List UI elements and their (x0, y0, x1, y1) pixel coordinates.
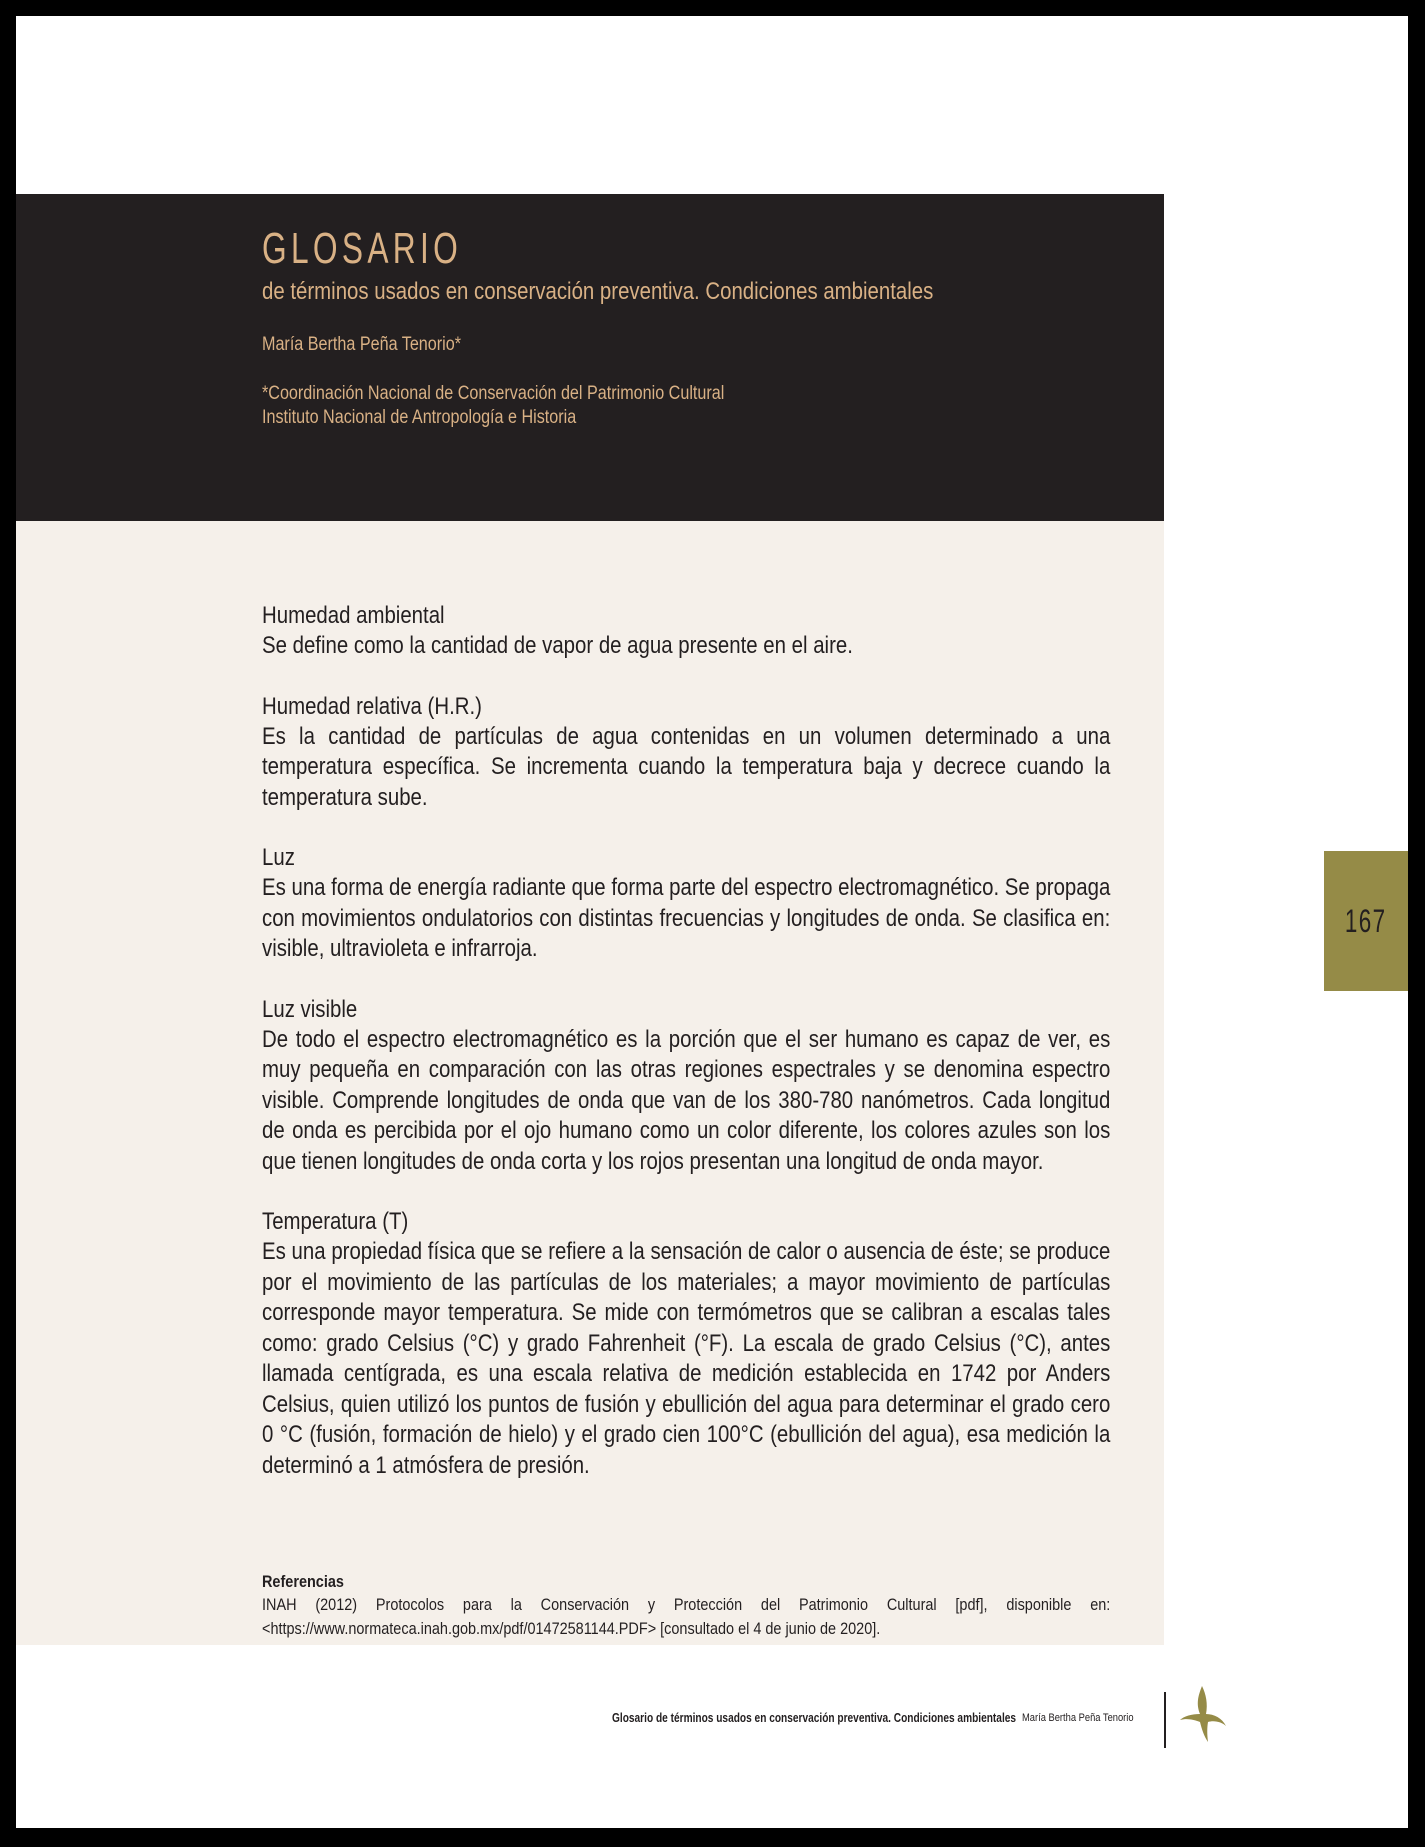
glossary-entries (262, 601, 1110, 1511)
affiliation-line-1: *Coordinación Nacional de Conservación del Patrimonio Cultural (262, 383, 725, 404)
glossary-definition: De todo el espectro electromagnético es la porción que el ser humano es capaz de ver, es muy pequeña en comparación con las otras regiones espectrales y se denomina espectro visible. Comprende longitudes de onda que van de los 380-780 nanómetros. Cada longitud de onda es percibida por el ojo humano como un color diferente, los colores azules son los que tienen longitudes de onda corta y los rojos presentan una longitud de onda mayor. (262, 1025, 1111, 1175)
page-title: GLOSARIO (262, 224, 463, 273)
glossary-definition: Es una propiedad física que se refiere a la sensación de calor o ausencia de éste; se produce por el movimiento de las partículas de los materiales; a mayor movimiento de partículas corresponde mayor temperatura. Se mide con termómetros que se calibran a escalas tales como: grado Celsius (°C) y grado Fahrenheit (°F). La escala de grado Celsius (°C), antes llamada centígrada, es una escala relativa de medición establecida en 1742 por Anders Celsius, quien utilizó los puntos de fusión y ebullición del agua para determinar el grado cero 0 °C (fusión, formación de hielo) y el grado cien 100°C (ebullición del agua), esa medición la determinó a 1 atmósfera de presión. (262, 1238, 1111, 1479)
footer-author: María Bertha Peña Tenorio (1022, 1712, 1134, 1724)
affiliation-line-2: Instituto Nacional de Antropología e Historia (262, 407, 577, 428)
glossary-definition: Se define como la cantidad de vapor de agua presente en el aire. (262, 632, 853, 659)
glossary-entry (262, 601, 1110, 662)
page-number-tab (1324, 851, 1408, 991)
glossary-term: Humedad ambiental (262, 602, 445, 629)
page-number: 167 (1345, 902, 1387, 939)
document-page (16, 16, 1408, 1828)
references-text: INAH (2012) Protocolos para la Conservación y Protección del Patrimonio Cultural [pdf], disponible en: <https://www.normateca.inah.gob.mx/pdf/01472581144.PDF> [consultado el 4 de junio de 2020]. (262, 1595, 1111, 1638)
author-affiliation (262, 382, 724, 430)
content-band (16, 521, 1164, 1645)
glossary-term: Temperatura (T) (262, 1208, 409, 1235)
glossary-entry (262, 692, 1110, 814)
glossary-definition: Es la cantidad de partículas de agua contenidas en un volumen determinado a una temperatura específica. Se incrementa cuando la temperatura baja y decrece cuando la temperatura sube. (262, 722, 1111, 811)
page-subtitle: de términos usados en conservación preventiva. Condiciones ambientales (262, 278, 934, 305)
glossary-entry (262, 995, 1110, 1178)
glossary-entry (262, 843, 1110, 965)
bird-logo-icon (1178, 1684, 1228, 1744)
glossary-term: Luz visible (262, 995, 358, 1023)
references-section (262, 1571, 1110, 1641)
footer-divider (1164, 1692, 1166, 1748)
glossary-term: Luz (262, 844, 295, 871)
author-name: María Bertha Peña Tenorio* (262, 334, 462, 355)
glossary-term: Humedad relativa (H.R.) (262, 692, 482, 720)
footer-title: Glosario de términos usados en conservación preventiva. Condiciones ambientales (612, 1710, 1017, 1725)
references-heading: Referencias (262, 1572, 344, 1591)
glossary-entry (262, 1207, 1110, 1481)
header-band (16, 194, 1164, 521)
glossary-definition: Es una forma de energía radiante que forma parte del espectro electromagnético. Se propaga con movimientos ondulatorios con distintas frecuencias y longitudes de onda. Se clasifica en: visible, ultravioleta e infrarroja. (262, 874, 1111, 962)
